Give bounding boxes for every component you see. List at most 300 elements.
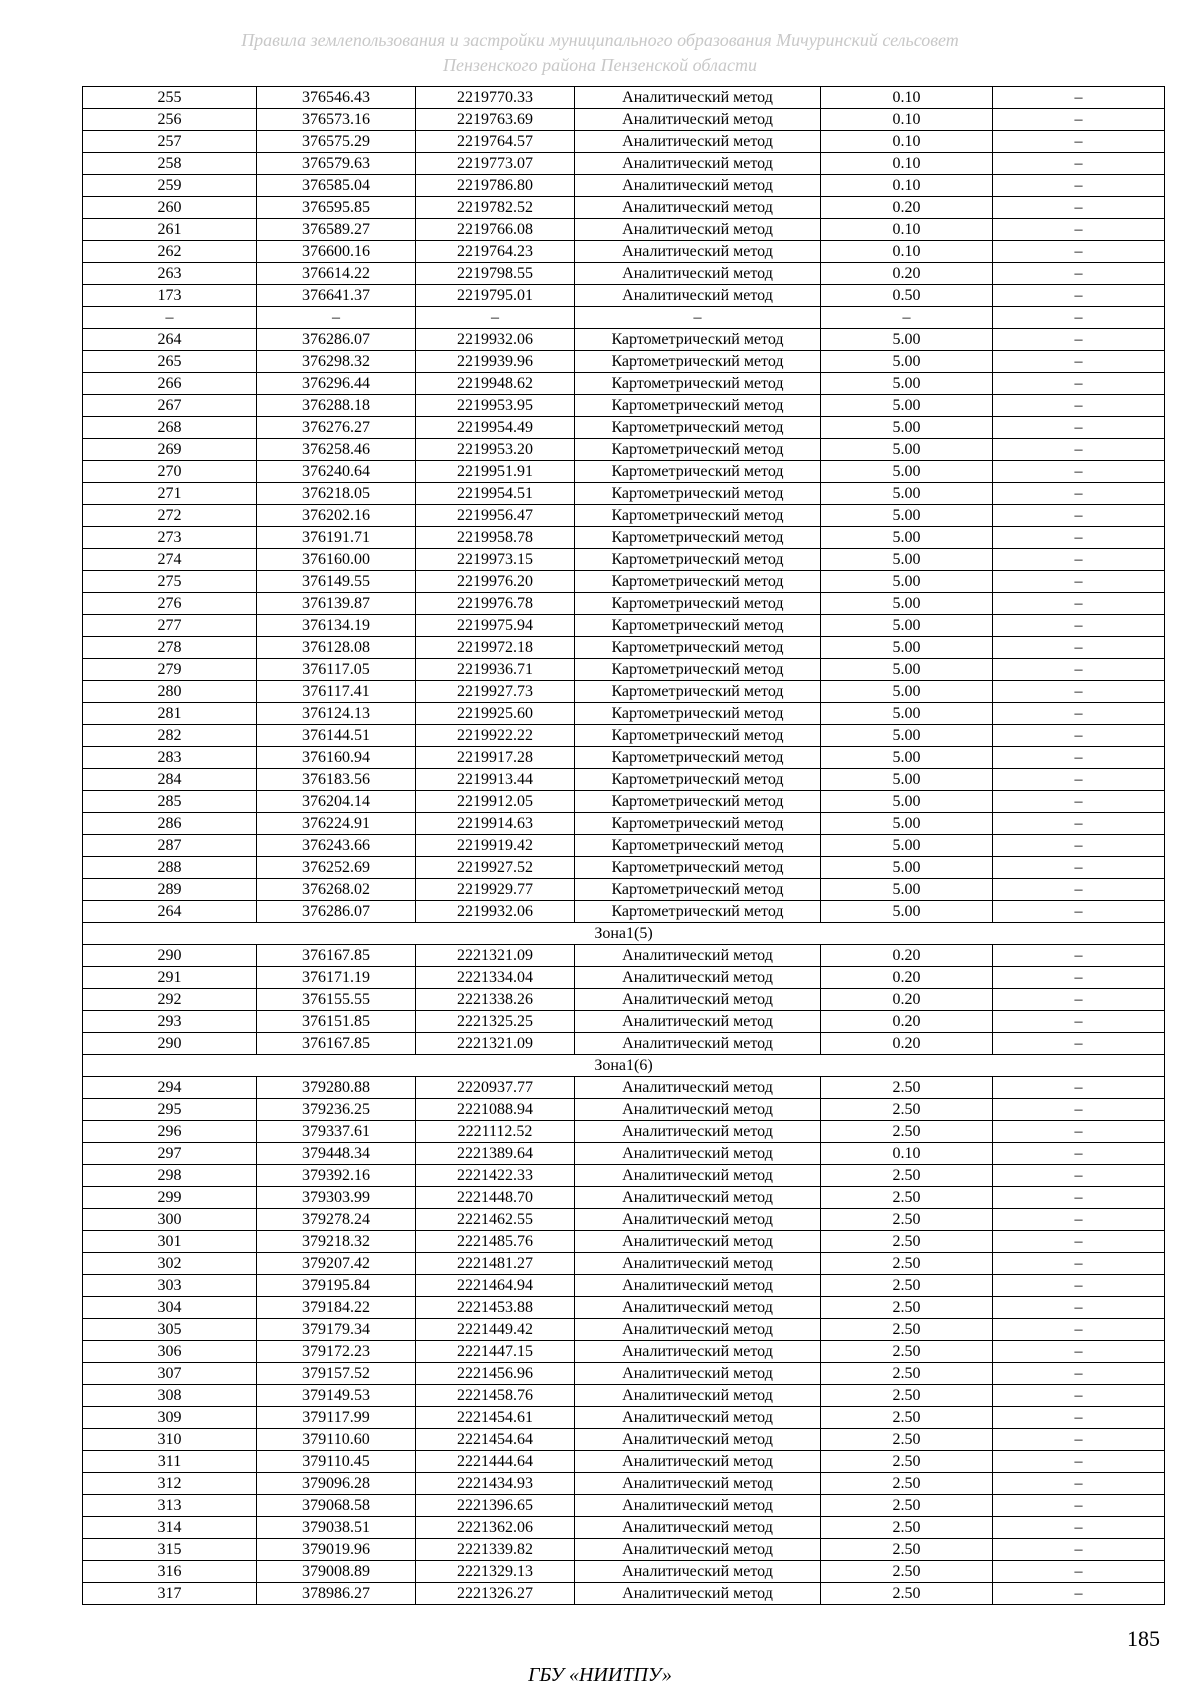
y-coordinate-cell: 2219951.91	[416, 461, 575, 483]
table-row	[83, 1517, 1165, 1539]
y-coordinate-cell: 2221453.88	[416, 1297, 575, 1319]
method-cell: Аналитический метод	[575, 197, 821, 219]
method-cell: Аналитический метод	[575, 131, 821, 153]
accuracy-cell: 0.20	[821, 197, 993, 219]
note-cell: –	[993, 417, 1165, 439]
y-coordinate-cell: 2221444.64	[416, 1451, 575, 1473]
y-coordinate-cell: 2219782.52	[416, 197, 575, 219]
note-cell: –	[993, 1253, 1165, 1275]
accuracy-cell: 0.20	[821, 1011, 993, 1033]
table-row	[83, 901, 1165, 923]
note-cell: –	[993, 1341, 1165, 1363]
method-cell: Картометрический метод	[575, 439, 821, 461]
x-coordinate-cell: 376160.00	[257, 549, 416, 571]
method-cell: Картометрический метод	[575, 505, 821, 527]
table-row	[83, 1561, 1165, 1583]
x-coordinate-cell: 376573.16	[257, 109, 416, 131]
accuracy-cell: 0.10	[821, 131, 993, 153]
note-cell: –	[993, 1033, 1165, 1055]
x-coordinate-cell: 379068.58	[257, 1495, 416, 1517]
method-cell: Аналитический метод	[575, 1561, 821, 1583]
x-coordinate-cell: –	[257, 307, 416, 329]
table-row	[83, 1187, 1165, 1209]
method-cell: Картометрический метод	[575, 417, 821, 439]
point-number-cell: 275	[83, 571, 257, 593]
method-cell: Аналитический метод	[575, 1165, 821, 1187]
note-cell: –	[993, 1275, 1165, 1297]
note-cell: –	[993, 571, 1165, 593]
y-coordinate-cell: 2219795.01	[416, 285, 575, 307]
x-coordinate-cell: 376117.41	[257, 681, 416, 703]
y-coordinate-cell: 2219917.28	[416, 747, 575, 769]
table-row	[83, 769, 1165, 791]
x-coordinate-cell: 376276.27	[257, 417, 416, 439]
x-coordinate-cell: 379236.25	[257, 1099, 416, 1121]
note-cell: –	[993, 945, 1165, 967]
x-coordinate-cell: 376286.07	[257, 329, 416, 351]
accuracy-cell: 5.00	[821, 527, 993, 549]
note-cell: –	[993, 879, 1165, 901]
table-row	[83, 879, 1165, 901]
x-coordinate-cell: 379303.99	[257, 1187, 416, 1209]
note-cell: –	[993, 439, 1165, 461]
accuracy-cell: 2.50	[821, 1363, 993, 1385]
x-coordinate-cell: 376600.16	[257, 241, 416, 263]
header-line-2: Пензенского района Пензенской области	[442, 55, 758, 75]
accuracy-cell: 2.50	[821, 1231, 993, 1253]
x-coordinate-cell: 376218.05	[257, 483, 416, 505]
point-number-cell: 300	[83, 1209, 257, 1231]
y-coordinate-cell: 2221422.33	[416, 1165, 575, 1187]
accuracy-cell: 0.10	[821, 219, 993, 241]
x-coordinate-cell: 379392.16	[257, 1165, 416, 1187]
note-cell: –	[993, 373, 1165, 395]
x-coordinate-cell: 376128.08	[257, 637, 416, 659]
x-coordinate-cell: 379195.84	[257, 1275, 416, 1297]
accuracy-cell: 2.50	[821, 1385, 993, 1407]
method-cell: Картометрический метод	[575, 879, 821, 901]
method-cell: Картометрический метод	[575, 681, 821, 703]
x-coordinate-cell: 376288.18	[257, 395, 416, 417]
note-cell: –	[993, 813, 1165, 835]
y-coordinate-cell: 2221434.93	[416, 1473, 575, 1495]
note-cell: –	[993, 351, 1165, 373]
point-number-cell: 297	[83, 1143, 257, 1165]
y-coordinate-cell: 2219958.78	[416, 527, 575, 549]
note-cell: –	[993, 1539, 1165, 1561]
y-coordinate-cell: 2219786.80	[416, 175, 575, 197]
y-coordinate-cell: 2219919.42	[416, 835, 575, 857]
method-cell: Картометрический метод	[575, 703, 821, 725]
y-coordinate-cell: 2219763.69	[416, 109, 575, 131]
accuracy-cell: 5.00	[821, 483, 993, 505]
table-row	[83, 505, 1165, 527]
method-cell: Картометрический метод	[575, 593, 821, 615]
point-number-cell: 272	[83, 505, 257, 527]
point-number-cell: 315	[83, 1539, 257, 1561]
x-coordinate-cell: 376286.07	[257, 901, 416, 923]
y-coordinate-cell: 2219766.08	[416, 219, 575, 241]
point-number-cell: 268	[83, 417, 257, 439]
y-coordinate-cell: 2221326.27	[416, 1583, 575, 1605]
method-cell: Аналитический метод	[575, 945, 821, 967]
table-row	[83, 989, 1165, 1011]
method-cell: Аналитический метод	[575, 1341, 821, 1363]
method-cell: Аналитический метод	[575, 1429, 821, 1451]
zone-title-cell: Зона1(6)	[83, 1055, 1165, 1077]
point-number-cell: 293	[83, 1011, 257, 1033]
running-header	[0, 28, 1200, 78]
point-number-cell: 284	[83, 769, 257, 791]
table-row	[83, 1583, 1165, 1605]
y-coordinate-cell: 2219973.15	[416, 549, 575, 571]
x-coordinate-cell: 376298.32	[257, 351, 416, 373]
method-cell: Аналитический метод	[575, 1583, 821, 1605]
table-row	[83, 835, 1165, 857]
x-coordinate-cell: 379218.32	[257, 1231, 416, 1253]
note-cell: –	[993, 703, 1165, 725]
note-cell: –	[993, 1077, 1165, 1099]
y-coordinate-cell: 2219773.07	[416, 153, 575, 175]
y-coordinate-cell: 2221454.61	[416, 1407, 575, 1429]
accuracy-cell: 0.10	[821, 1143, 993, 1165]
table-row	[83, 87, 1165, 109]
point-number-cell: 263	[83, 263, 257, 285]
method-cell: Картометрический метод	[575, 835, 821, 857]
table-row	[83, 351, 1165, 373]
note-cell: –	[993, 1319, 1165, 1341]
method-cell: Картометрический метод	[575, 725, 821, 747]
method-cell: Аналитический метод	[575, 1209, 821, 1231]
x-coordinate-cell: 379110.45	[257, 1451, 416, 1473]
x-coordinate-cell: 378986.27	[257, 1583, 416, 1605]
y-coordinate-cell: 2219954.51	[416, 483, 575, 505]
x-coordinate-cell: 376595.85	[257, 197, 416, 219]
accuracy-cell: 2.50	[821, 1429, 993, 1451]
accuracy-cell: 2.50	[821, 1187, 993, 1209]
note-cell: –	[993, 219, 1165, 241]
method-cell: Аналитический метод	[575, 1451, 821, 1473]
table-row	[83, 1451, 1165, 1473]
y-coordinate-cell: 2219976.20	[416, 571, 575, 593]
y-coordinate-cell: 2221447.15	[416, 1341, 575, 1363]
point-number-cell: 258	[83, 153, 257, 175]
accuracy-cell: 5.00	[821, 901, 993, 923]
x-coordinate-cell: 376243.66	[257, 835, 416, 857]
table-row	[83, 483, 1165, 505]
point-number-cell: 294	[83, 1077, 257, 1099]
table-row	[83, 373, 1165, 395]
point-number-cell: 270	[83, 461, 257, 483]
accuracy-cell: 2.50	[821, 1517, 993, 1539]
method-cell: Аналитический метод	[575, 219, 821, 241]
point-number-cell: 289	[83, 879, 257, 901]
y-coordinate-cell: 2221112.52	[416, 1121, 575, 1143]
point-number-cell: 288	[83, 857, 257, 879]
zone-title-cell: Зона1(5)	[83, 923, 1165, 945]
method-cell: Картометрический метод	[575, 461, 821, 483]
x-coordinate-cell: 376139.87	[257, 593, 416, 615]
x-coordinate-cell: 376191.71	[257, 527, 416, 549]
accuracy-cell: 5.00	[821, 747, 993, 769]
point-number-cell: 287	[83, 835, 257, 857]
table-row	[83, 1495, 1165, 1517]
accuracy-cell: 2.50	[821, 1341, 993, 1363]
method-cell: Картометрический метод	[575, 373, 821, 395]
table-row	[83, 285, 1165, 307]
table-row	[83, 1253, 1165, 1275]
note-cell: –	[993, 197, 1165, 219]
y-coordinate-cell: 2219914.63	[416, 813, 575, 835]
point-number-cell: 262	[83, 241, 257, 263]
table-row	[83, 615, 1165, 637]
point-number-cell: 298	[83, 1165, 257, 1187]
y-coordinate-cell: 2219972.18	[416, 637, 575, 659]
y-coordinate-cell: 2219953.95	[416, 395, 575, 417]
table-row	[83, 395, 1165, 417]
point-number-cell: 301	[83, 1231, 257, 1253]
point-number-cell: 265	[83, 351, 257, 373]
note-cell: –	[993, 241, 1165, 263]
accuracy-cell: 5.00	[821, 615, 993, 637]
table-row	[83, 1121, 1165, 1143]
y-coordinate-cell: 2221485.76	[416, 1231, 575, 1253]
accuracy-cell: 2.50	[821, 1209, 993, 1231]
accuracy-cell: 5.00	[821, 791, 993, 813]
note-cell: –	[993, 1209, 1165, 1231]
accuracy-cell: 2.50	[821, 1297, 993, 1319]
point-number-cell: 309	[83, 1407, 257, 1429]
table-row	[83, 527, 1165, 549]
note-cell: –	[993, 637, 1165, 659]
y-coordinate-cell: 2221325.25	[416, 1011, 575, 1033]
table-row	[83, 1011, 1165, 1033]
table-row	[83, 1099, 1165, 1121]
accuracy-cell: 2.50	[821, 1451, 993, 1473]
point-number-cell: 302	[83, 1253, 257, 1275]
table-row	[83, 593, 1165, 615]
x-coordinate-cell: 379117.99	[257, 1407, 416, 1429]
method-cell: Картометрический метод	[575, 615, 821, 637]
x-coordinate-cell: 376167.85	[257, 1033, 416, 1055]
x-coordinate-cell: 376124.13	[257, 703, 416, 725]
x-coordinate-cell: 376589.27	[257, 219, 416, 241]
note-cell: –	[993, 791, 1165, 813]
table-row	[83, 1385, 1165, 1407]
method-cell: Аналитический метод	[575, 1495, 821, 1517]
method-cell: Аналитический метод	[575, 1319, 821, 1341]
point-number-cell: 311	[83, 1451, 257, 1473]
y-coordinate-cell: 2221338.26	[416, 989, 575, 1011]
method-cell: Аналитический метод	[575, 263, 821, 285]
method-cell: Аналитический метод	[575, 1099, 821, 1121]
point-number-cell: 292	[83, 989, 257, 1011]
method-cell: Аналитический метод	[575, 1011, 821, 1033]
table-row	[83, 1429, 1165, 1451]
note-cell: –	[993, 769, 1165, 791]
accuracy-cell: 2.50	[821, 1319, 993, 1341]
table-row	[83, 857, 1165, 879]
note-cell: –	[993, 1385, 1165, 1407]
method-cell: Аналитический метод	[575, 1187, 821, 1209]
point-number-cell: 296	[83, 1121, 257, 1143]
accuracy-cell: 5.00	[821, 417, 993, 439]
header-line-1: Правила землепользования и застройки муниципального образования Мичуринский сельсовет	[241, 30, 959, 50]
point-number-cell: 314	[83, 1517, 257, 1539]
x-coordinate-cell: 379096.28	[257, 1473, 416, 1495]
note-cell: –	[993, 901, 1165, 923]
y-coordinate-cell: 2221449.42	[416, 1319, 575, 1341]
x-coordinate-cell: 376117.05	[257, 659, 416, 681]
point-number-cell: 278	[83, 637, 257, 659]
y-coordinate-cell: 2219927.73	[416, 681, 575, 703]
accuracy-cell: 5.00	[821, 637, 993, 659]
method-cell: Аналитический метод	[575, 1517, 821, 1539]
note-cell: –	[993, 989, 1165, 1011]
y-coordinate-cell: 2219939.96	[416, 351, 575, 373]
y-coordinate-cell: 2219954.49	[416, 417, 575, 439]
method-cell: –	[575, 307, 821, 329]
point-number-cell: 307	[83, 1363, 257, 1385]
point-number-cell: 290	[83, 1033, 257, 1055]
y-coordinate-cell: 2221321.09	[416, 945, 575, 967]
y-coordinate-cell: 2219975.94	[416, 615, 575, 637]
y-coordinate-cell: 2221396.65	[416, 1495, 575, 1517]
table-row	[83, 681, 1165, 703]
point-number-cell: 279	[83, 659, 257, 681]
y-coordinate-cell: 2219922.22	[416, 725, 575, 747]
table-row	[83, 175, 1165, 197]
table-row	[83, 1143, 1165, 1165]
note-cell: –	[993, 1187, 1165, 1209]
table-row	[83, 725, 1165, 747]
y-coordinate-cell: 2221458.76	[416, 1385, 575, 1407]
point-number-cell: 264	[83, 901, 257, 923]
note-cell: –	[993, 1451, 1165, 1473]
y-coordinate-cell: 2219932.06	[416, 329, 575, 351]
method-cell: Аналитический метод	[575, 1297, 821, 1319]
x-coordinate-cell: 376202.16	[257, 505, 416, 527]
method-cell: Аналитический метод	[575, 1253, 821, 1275]
method-cell: Аналитический метод	[575, 1121, 821, 1143]
point-number-cell: 257	[83, 131, 257, 153]
coordinates-table-body	[83, 87, 1165, 1605]
x-coordinate-cell: 376240.64	[257, 461, 416, 483]
y-coordinate-cell: 2221329.13	[416, 1561, 575, 1583]
y-coordinate-cell: 2221339.82	[416, 1539, 575, 1561]
y-coordinate-cell: 2219956.47	[416, 505, 575, 527]
note-cell: –	[993, 1099, 1165, 1121]
method-cell: Аналитический метод	[575, 989, 821, 1011]
x-coordinate-cell: 379448.34	[257, 1143, 416, 1165]
accuracy-cell: 0.50	[821, 285, 993, 307]
table-row	[83, 1363, 1165, 1385]
note-cell: –	[993, 307, 1165, 329]
note-cell: –	[993, 461, 1165, 483]
accuracy-cell: 0.10	[821, 241, 993, 263]
note-cell: –	[993, 1407, 1165, 1429]
point-number-cell: 295	[83, 1099, 257, 1121]
note-cell: –	[993, 1583, 1165, 1605]
method-cell: Аналитический метод	[575, 1143, 821, 1165]
accuracy-cell: 0.10	[821, 153, 993, 175]
method-cell: Аналитический метод	[575, 1077, 821, 1099]
point-number-cell: 271	[83, 483, 257, 505]
method-cell: Картометрический метод	[575, 351, 821, 373]
coordinates-table	[82, 86, 1165, 1605]
accuracy-cell: 5.00	[821, 351, 993, 373]
note-cell: –	[993, 153, 1165, 175]
accuracy-cell: 5.00	[821, 659, 993, 681]
point-number-cell: 260	[83, 197, 257, 219]
point-number-cell: 308	[83, 1385, 257, 1407]
x-coordinate-cell: 376585.04	[257, 175, 416, 197]
point-number-cell: 281	[83, 703, 257, 725]
x-coordinate-cell: 376579.63	[257, 153, 416, 175]
table-row	[83, 219, 1165, 241]
x-coordinate-cell: 376641.37	[257, 285, 416, 307]
table-row	[83, 263, 1165, 285]
x-coordinate-cell: 376252.69	[257, 857, 416, 879]
method-cell: Картометрический метод	[575, 791, 821, 813]
point-number-cell: 304	[83, 1297, 257, 1319]
table-row	[83, 549, 1165, 571]
method-cell: Аналитический метод	[575, 967, 821, 989]
y-coordinate-cell: 2221454.64	[416, 1429, 575, 1451]
accuracy-cell: 0.20	[821, 945, 993, 967]
note-cell: –	[993, 615, 1165, 637]
point-number-cell: 264	[83, 329, 257, 351]
table-row	[83, 1539, 1165, 1561]
method-cell: Картометрический метод	[575, 549, 821, 571]
page-number: 185	[1127, 1626, 1160, 1651]
y-coordinate-cell: 2219798.55	[416, 263, 575, 285]
accuracy-cell: 5.00	[821, 373, 993, 395]
table-row	[83, 659, 1165, 681]
note-cell: –	[993, 109, 1165, 131]
note-cell: –	[993, 1231, 1165, 1253]
accuracy-cell: 5.00	[821, 439, 993, 461]
note-cell: –	[993, 725, 1165, 747]
note-cell: –	[993, 1473, 1165, 1495]
table-row	[83, 1319, 1165, 1341]
point-number-cell: 313	[83, 1495, 257, 1517]
method-cell: Аналитический метод	[575, 1363, 821, 1385]
x-coordinate-cell: 379280.88	[257, 1077, 416, 1099]
table-row	[83, 153, 1165, 175]
table-row	[83, 417, 1165, 439]
method-cell: Аналитический метод	[575, 153, 821, 175]
point-number-cell: 256	[83, 109, 257, 131]
table-row	[83, 1297, 1165, 1319]
y-coordinate-cell: 2221389.64	[416, 1143, 575, 1165]
x-coordinate-cell: 379019.96	[257, 1539, 416, 1561]
y-coordinate-cell: 2219948.62	[416, 373, 575, 395]
accuracy-cell: 0.10	[821, 109, 993, 131]
table-row	[83, 1473, 1165, 1495]
method-cell: Картометрический метод	[575, 659, 821, 681]
y-coordinate-cell: 2219764.23	[416, 241, 575, 263]
x-coordinate-cell: 379337.61	[257, 1121, 416, 1143]
y-coordinate-cell: 2221481.27	[416, 1253, 575, 1275]
y-coordinate-cell: 2219764.57	[416, 131, 575, 153]
x-coordinate-cell: 379157.52	[257, 1363, 416, 1385]
method-cell: Картометрический метод	[575, 395, 821, 417]
y-coordinate-cell: –	[416, 307, 575, 329]
point-number-cell: 282	[83, 725, 257, 747]
note-cell: –	[993, 505, 1165, 527]
point-number-cell: 273	[83, 527, 257, 549]
